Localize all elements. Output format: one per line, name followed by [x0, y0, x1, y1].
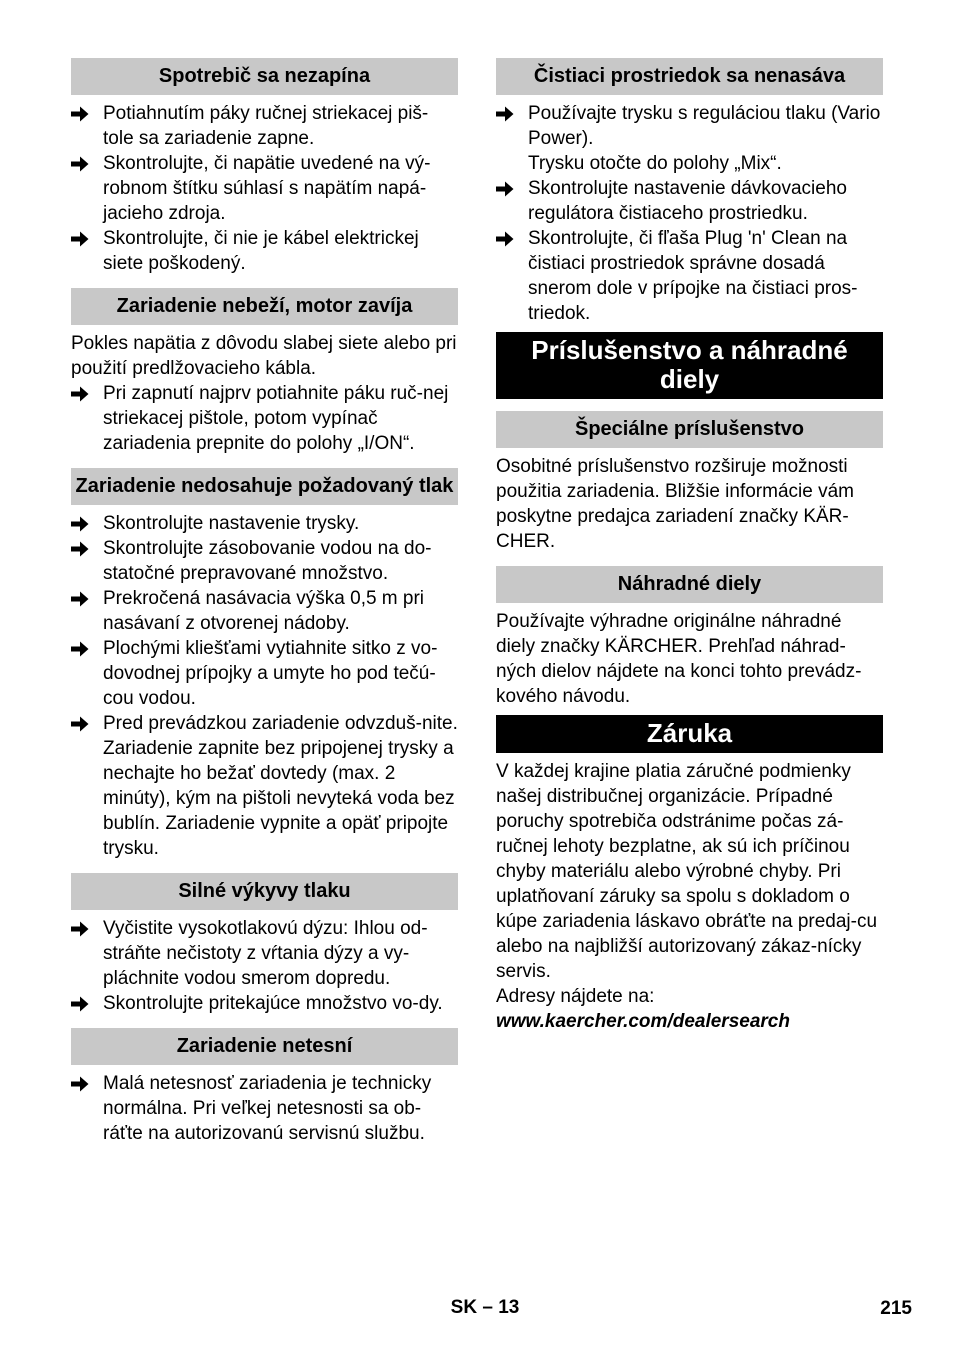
bullet-list: [71, 101, 458, 276]
bullet-list: [71, 381, 458, 456]
paragraph: V každej krajine platia záručné podmienky našej distribučnej organizácie. Prípadné poruchy spotrebiča odstránime počas zá-ručnej lehoty bezplatne, ak sú ich príčinou chyby materiálu alebo výrobné chyby. Pri uplatňovaní záruky sa spolu s dokladom o kúpe zariadenia láskavo obráťte na predaj-cu alebo na najbližší autorizovaný zákaz-nícky servis.: [496, 761, 878, 982]
list-item: Skontrolujte, či fľaša Plug 'n' Clean na čistiaci prostriedok správne dosadá snerom dole v prípojke na čistiaci pros-triedok.: [496, 226, 883, 326]
arrow-right-icon: [71, 226, 103, 251]
arrow-right-icon: [71, 636, 103, 661]
arrow-right-icon: [71, 536, 103, 561]
section-heading-motor-hums: Zariadenie nebeží, motor zavíja: [71, 288, 458, 325]
section-heading-pressure-fluctuations: Silné výkyvy tlaku: [71, 873, 458, 910]
list-item: Malá netesnosť zariadenia je technicky normálna. Pri veľkej netesnosti sa ob-ráťte na autorizovanú servisnú službu.: [71, 1071, 458, 1146]
section-heading-special-accessories: Špeciálne príslušenstvo: [496, 411, 883, 448]
arrow-right-icon: [496, 176, 528, 201]
list-item: Skontrolujte nastavenie dávkovacieho regulátora čistiaceho prostriedku.: [496, 176, 883, 226]
dealer-search-link[interactable]: www.kaercher.com/dealersearch: [496, 1011, 790, 1032]
chapter-heading-warranty: Záruka: [496, 715, 883, 753]
arrow-right-icon: [71, 1071, 103, 1096]
arrow-right-icon: [496, 101, 528, 126]
list-item: Používajte trysku s reguláciou tlaku (Vario Power). Trysku otočte do polohy „Mix“.: [496, 101, 883, 176]
section-heading-device-leaking: Zariadenie netesní: [71, 1028, 458, 1065]
arrow-right-icon: [71, 916, 103, 941]
bullet-continuation: Trysku otočte do polohy „Mix“.: [528, 153, 782, 174]
bullet-continuation: Zariadenie zapnite bez pripojenej trysky a nechajte ho bežať dovtedy (max. 2 minúty), kým na pištoli nevyteká voda bez bublín. Zariadenie vypnite a opäť pripojte trysku.: [103, 738, 455, 859]
list-item: Pred prevádzkou zariadenie odvzduš-nite. Zariadenie zapnite bez pripojenej trysky a nechajte ho bežať dovtedy (max. 2 minúty), kým na pištoli nevyteká voda bez bublín. Zariadenie vypnite a opäť pripojte trysku.: [71, 711, 458, 861]
address-label: Adresy nájdete na:: [496, 986, 655, 1007]
bullet-list: [71, 1071, 458, 1146]
bullet-list: [71, 511, 458, 861]
arrow-right-icon: [71, 991, 103, 1016]
left-column: [71, 58, 458, 1146]
section-heading-pressure-not-reached: Zariadenie nedosahuje požadovaný tlak: [71, 468, 458, 505]
arrow-right-icon: [71, 711, 103, 736]
list-item: Skontrolujte pritekajúce množstvo vo-dy.: [71, 991, 458, 1016]
list-item: Skontrolujte zásobovanie vodou na do-statočné prepravované množstvo.: [71, 536, 458, 586]
arrow-right-icon: [71, 101, 103, 126]
bullet-list: [71, 916, 458, 1016]
list-item: Vyčistite vysokotlakovú dýzu: Ihlou od-stráňte nečistoty z vŕtania dýzy a vy-pláchnite vodou smerom dopredu.: [71, 916, 458, 991]
list-item: Skontrolujte, či napätie uvedené na vý-robnom štítku súhlasí s napätím napá-jacieho zdroja.: [71, 151, 458, 226]
arrow-right-icon: [71, 511, 103, 536]
list-item: Potiahnutím páky ručnej striekacej piš-tole sa zariadenie zapne.: [71, 101, 458, 151]
list-item: Plochými kliešťami vytiahnite sitko z vo-dovodnej prípojky a umyte ho pod tečú-cou vodou.: [71, 636, 458, 711]
list-item: Prekročená nasávacia výška 0,5 m pri nasávaní z otvorenej nádoby.: [71, 586, 458, 636]
bullet-list: [496, 101, 883, 326]
page-number: 215: [880, 1298, 912, 1319]
section-heading-device-not-starting: Spotrebič sa nezapína: [71, 58, 458, 95]
arrow-right-icon: [496, 226, 528, 251]
section-heading-detergent-not-sucked: Čistiaci prostriedok sa nenasáva: [496, 58, 883, 95]
arrow-right-icon: [71, 151, 103, 176]
section-heading-spare-parts: Náhradné diely: [496, 566, 883, 603]
paragraph: Používajte výhradne originálne náhradné diely značky KÄRCHER. Prehľad náhrad-ných dielov nájdete na konci tohto prevádz-kového návodu.: [496, 611, 862, 707]
chapter-heading-accessories: Príslušenstvo a náhradné diely: [496, 332, 883, 399]
list-item: Skontrolujte, či nie je kábel elektrickej siete poškodený.: [71, 226, 458, 276]
section-page-label: SK – 13: [450, 1297, 520, 1318]
list-item: Skontrolujte nastavenie trysky.: [71, 511, 458, 536]
list-item: Pri zapnutí najprv potiahnite páku ruč-nej striekacej pištole, potom vypínač zariadenia prepnite do polohy „I/ON“.: [71, 381, 458, 456]
paragraph: Osobitné príslušenstvo rozširuje možnosti použitia zariadenia. Bližšie informácie vám poskytne predajca zariadení značky KÄR-CHER.: [496, 456, 854, 552]
section-intro: Pokles napätia z dôvodu slabej siete alebo pri použití predlžovacieho kábla.: [71, 333, 457, 379]
arrow-right-icon: [71, 586, 103, 611]
right-column: [496, 58, 883, 1034]
arrow-right-icon: [71, 381, 103, 406]
